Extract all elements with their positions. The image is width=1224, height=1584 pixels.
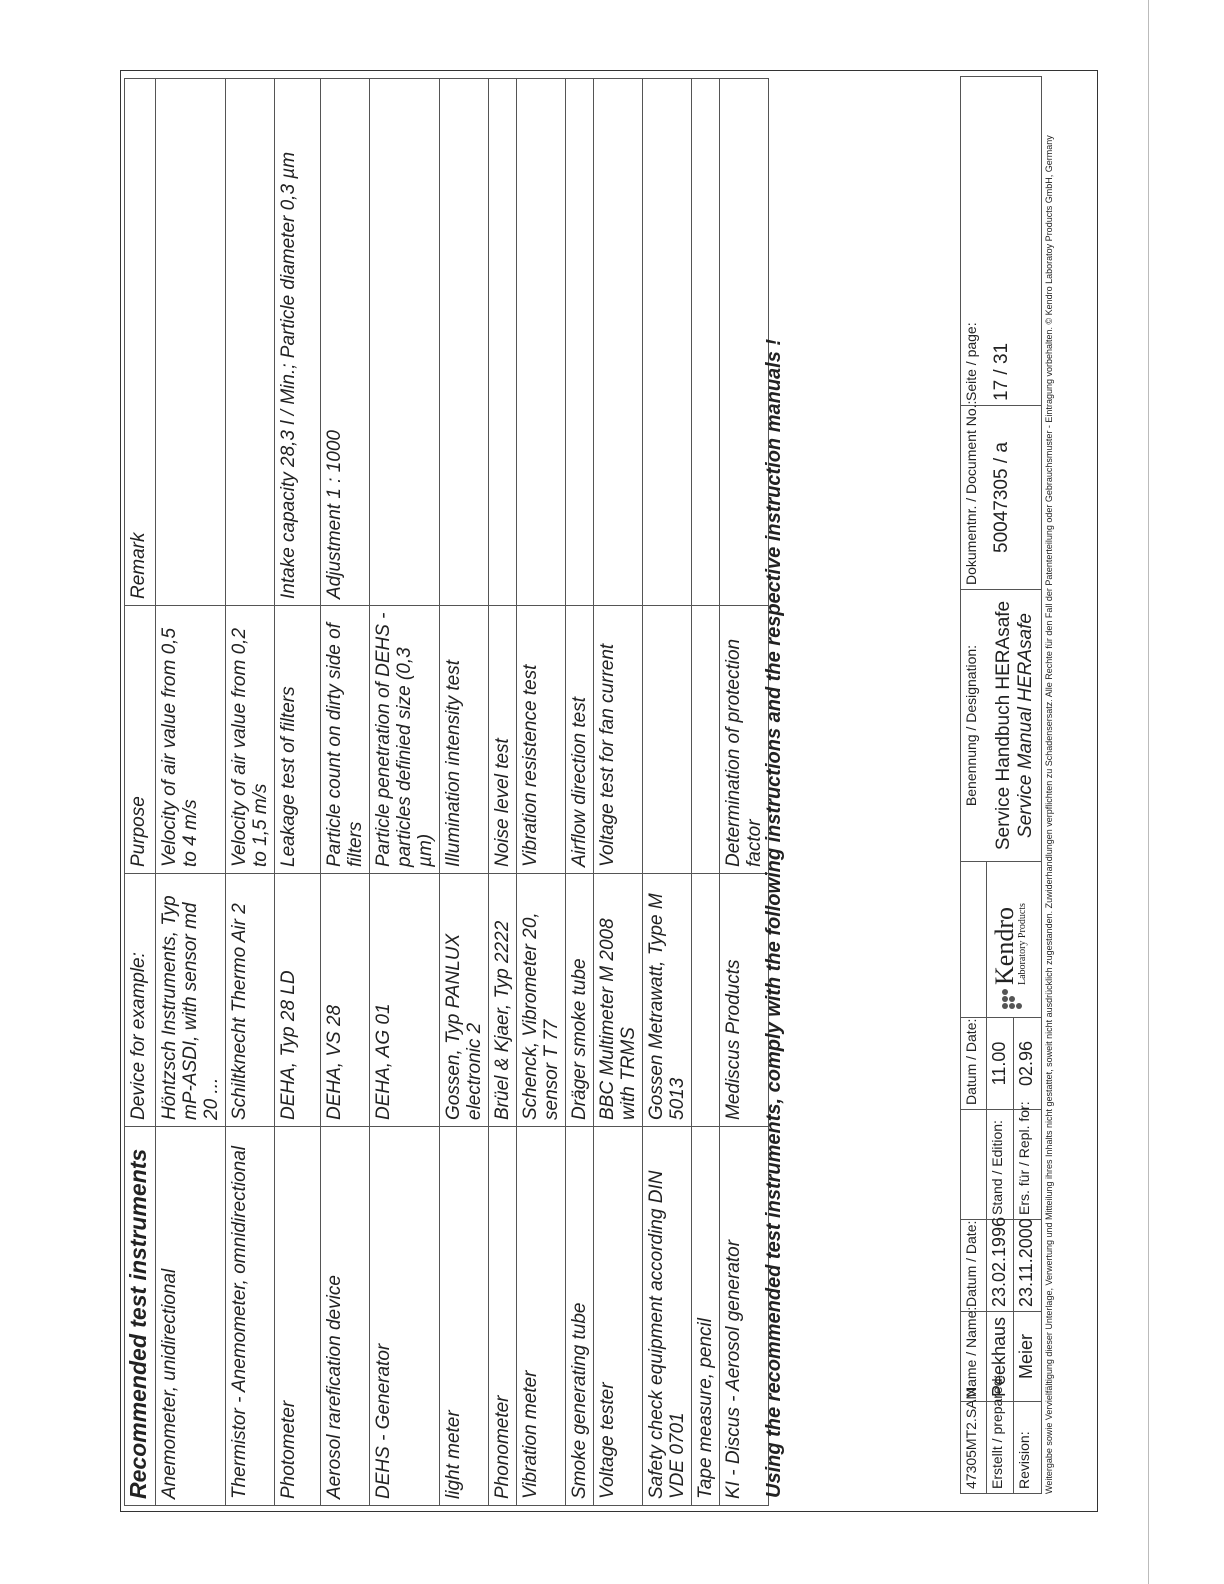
header-purpose: Purpose	[125, 606, 156, 874]
kendro-logo	[990, 903, 1029, 1011]
cell-instrument: Aerosol rarefication device	[321, 1127, 370, 1506]
docno-value: 50047305 / a	[991, 442, 1012, 553]
cell-purpose: Velocity of air value from 0,5 to 4 m/s	[156, 606, 226, 874]
cell-device	[692, 874, 720, 1127]
prepared-name: Peekhaus	[987, 1311, 1014, 1401]
cell-purpose	[643, 606, 692, 874]
cell-instrument: Phonometer	[489, 1127, 517, 1506]
cell-remark	[594, 79, 643, 606]
legal-notice: Weitergabe sowie Vervielfältigung dieser Unterlage, Verwertung und Mitteilung ihres Inhalts nicht gestattet, soweit nicht ausdrücklich zugestanden. Zuwiderhandlungen verpflichten zu Schadensersatz. Alle Rechte für den Fall der Patenterteilung oder Gebrauchsmuster - Eintragung vorbehalten. © Kendro Laboratoy Products GmbH, Germany	[1044, 135, 1054, 1494]
cell-device: DEHA, VS 28	[321, 874, 370, 1127]
table-row	[370, 79, 440, 1506]
cell-purpose: Voltage test for fan current	[594, 606, 643, 874]
cell-device: DEHA, AG 01	[370, 874, 440, 1127]
cell-purpose: Particle count on dirty side of filters	[321, 606, 370, 874]
cell-device: Höntzsch Instruments, Typ mP-ASDI, with sensor md 20 ...	[156, 874, 226, 1127]
cell-instrument: Tape measure, pencil	[692, 1127, 720, 1506]
table-row	[440, 79, 489, 1506]
cell-instrument: Voltage tester	[594, 1127, 643, 1506]
docno-label: Dokumentnr. / Document No.:	[963, 400, 979, 585]
designation-cell	[961, 589, 1041, 861]
edition-value: 11.00	[987, 1017, 1014, 1109]
cell-instrument: KI - Discus - Aerosol generator	[720, 1127, 769, 1506]
cell-remark	[517, 79, 566, 606]
page-edge-line	[1148, 0, 1149, 1584]
header-remark: Remark	[125, 79, 156, 606]
table-row	[566, 79, 594, 1506]
cell-instrument: Thermistor - Anemometer, omnidirectional	[226, 1127, 275, 1506]
logo-name: Kendro	[990, 907, 1019, 985]
cell-remark	[643, 79, 692, 606]
edition-label: Stand / Edition:	[987, 1109, 1014, 1219]
docno-cell	[961, 400, 1041, 589]
header-instrument: Recommended test instruments	[125, 1127, 156, 1506]
repl-value: 02.96	[1014, 1017, 1041, 1109]
revision-name: Meier	[1014, 1311, 1041, 1401]
table-row	[275, 79, 321, 1506]
date-label: Datum / Date:	[961, 1219, 987, 1311]
cell-instrument: Safety check equipment according DIN VDE 0701	[643, 1127, 692, 1506]
cell-purpose: Vibration resistence test	[517, 606, 566, 874]
blank-cell	[961, 861, 987, 1017]
cell-remark	[226, 79, 275, 606]
cell-remark: Intake capacity 28,3 l / Min.; Particle diameter 0,3 µm	[275, 79, 321, 606]
repl-label: Ers. für / Repl. for:	[1014, 1109, 1041, 1219]
table-row	[643, 79, 692, 1506]
cell-remark	[566, 79, 594, 606]
cell-purpose: Velocity of air value from 0,2 to 1,5 m/s	[226, 606, 275, 874]
cell-device: Brüel & Kjaer, Typ 2222	[489, 874, 517, 1127]
cell-device: Schiltknecht Thermo Air 2	[226, 874, 275, 1127]
page-label: Seite / page:	[963, 322, 979, 401]
cell-remark: Adjustment 1 : 1000	[321, 79, 370, 606]
instruction-note: Using the recommended test instruments, comply with the following instructions and the respective instruction manuals !	[763, 338, 785, 1498]
cell-remark	[489, 79, 517, 606]
header-device: Device for example:	[125, 874, 156, 1127]
table-row	[321, 79, 370, 1506]
cell-device: Gossen Metrawatt, Type M 5013	[643, 874, 692, 1127]
cell-instrument: Vibration meter	[517, 1127, 566, 1506]
revision-date: 23.11.2000	[1014, 1219, 1041, 1311]
cell-instrument: DEHS - Generator	[370, 1127, 440, 1506]
designation-label: Benennung / Designation:	[963, 644, 979, 807]
cell-device: DEHA, Typ 28 LD	[275, 874, 321, 1127]
cell-remark	[440, 79, 489, 606]
test-instruments-table	[124, 78, 769, 1506]
prepared-label: Erstellt / prepared:	[987, 1401, 1014, 1493]
table-row	[692, 79, 720, 1506]
datum2-label: Datum / Date:	[961, 1017, 987, 1109]
rotated-sheet	[120, 68, 1100, 1512]
cell-device: Mediscus Products	[720, 874, 769, 1127]
cell-purpose: Airflow direction test	[566, 606, 594, 874]
revision-label: Revision:	[1014, 1401, 1041, 1493]
table-row	[226, 79, 275, 1506]
cell-remark	[156, 79, 226, 606]
table-row	[156, 79, 226, 1506]
table-row	[594, 79, 643, 1506]
page-cell	[961, 77, 1041, 405]
cell-instrument: Anemometer, unidirectional	[156, 1127, 226, 1506]
cell-device: Gossen, Typ PANLUX electronic 2	[440, 874, 489, 1127]
logo-sub: Laboratory Products	[1017, 903, 1028, 985]
cell-purpose: Determination of protection factor	[720, 606, 769, 874]
cell-purpose	[692, 606, 720, 874]
cell-purpose: Leakage test of filters	[275, 606, 321, 874]
cell-device: BBC Multimeter M 2008 with TRMS	[594, 874, 643, 1127]
cell-remark	[720, 79, 769, 606]
cell-instrument: light meter	[440, 1127, 489, 1506]
logo-cell	[987, 861, 1041, 1017]
designation-de: Service Handbuch HERAsafe	[993, 600, 1014, 851]
page-number: 17 / 31	[991, 342, 1012, 401]
prepared-date: 23.02.1996	[987, 1219, 1014, 1311]
blank-cell	[961, 1109, 987, 1219]
cell-remark	[370, 79, 440, 606]
table-row	[489, 79, 517, 1506]
cell-purpose: Noise level test	[489, 606, 517, 874]
name-label: Name / Name:	[961, 1311, 987, 1401]
cell-purpose: Particle penetration of DEHS - particles definied size (0,3 µm)	[370, 606, 440, 874]
table-row	[517, 79, 566, 1506]
cell-purpose: Illumination intensity test	[440, 606, 489, 874]
table-row	[720, 79, 769, 1506]
cell-remark	[692, 79, 720, 606]
kendro-dots-icon	[1000, 989, 1022, 1011]
cell-device: Dräger smoke tube	[566, 874, 594, 1127]
designation-en: Service Manual HERAsafe	[1015, 613, 1036, 838]
title-block	[960, 76, 1042, 1494]
file-name: 47305MT2.SAM	[961, 1401, 987, 1493]
cell-device: Schenck, Vibrometer 20, sensor T 77	[517, 874, 566, 1127]
cell-instrument: Smoke generating tube	[566, 1127, 594, 1506]
cell-instrument: Photometer	[275, 1127, 321, 1506]
